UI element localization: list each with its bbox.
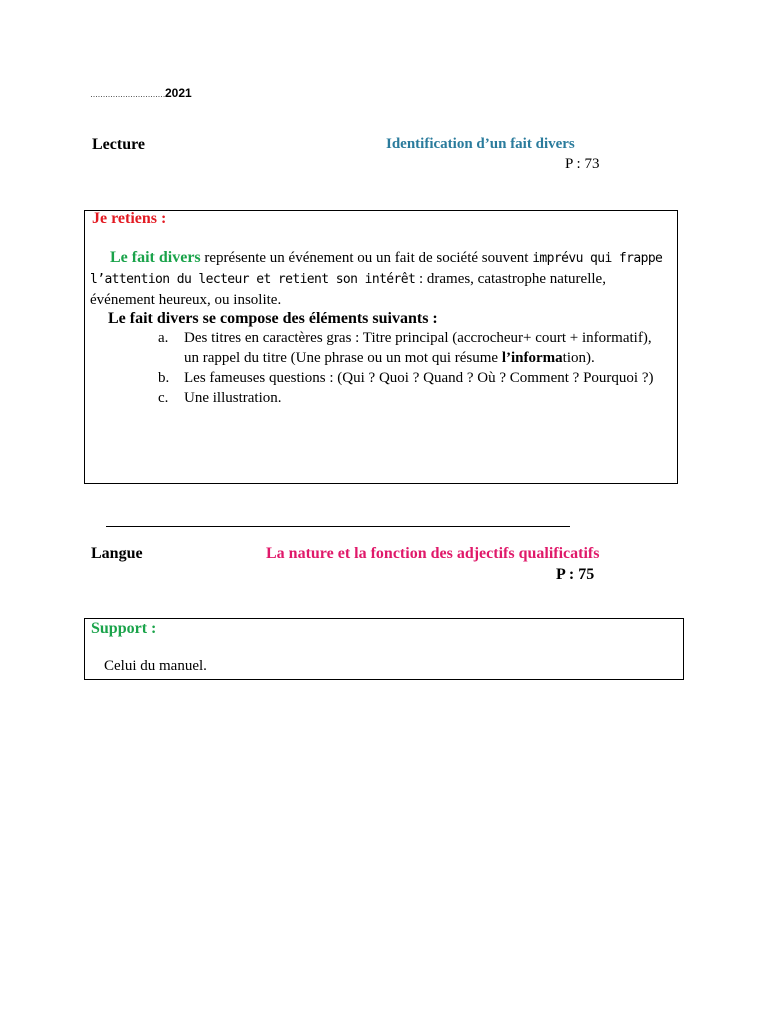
elements-list	[158, 328, 668, 408]
definition-lead: Le fait divers	[110, 249, 201, 266]
definition-text-2: : drames, catastrophe naturelle, événement heureux, ou insolite.	[90, 271, 606, 308]
list-item	[158, 388, 668, 408]
list-item	[158, 368, 668, 388]
definition-paragraph	[90, 248, 665, 310]
date-line	[90, 86, 192, 100]
list-item-bold: l’informa	[501, 350, 563, 366]
list-item	[158, 328, 668, 368]
list-item-text: Des titres en caractères gras : Titre principal (accrocheur+ court + informatif), un rappel du titre (Une phrase ou un mot qui résume	[184, 330, 652, 366]
list-item-text-end: tion).	[562, 350, 595, 366]
support-text: Celui du manuel.	[104, 658, 207, 674]
definition-text-1: représente un événement ou un fait de société souvent	[200, 250, 533, 266]
lecture-title: Identification d’un fait divers	[386, 136, 575, 152]
compose-line: Le fait divers se compose des éléments suivants :	[108, 310, 438, 327]
list-item-text: Les fameuses questions : (Qui ? Quoi ? Quand ? Où ? Comment ? Pourquoi ?)	[184, 370, 654, 386]
lecture-label: Lecture	[92, 136, 146, 153]
langue-page-ref: P : 75	[556, 566, 595, 583]
list-marker: a.	[158, 330, 169, 346]
definition-emphasis: imprévu qui frappe l’attention du lecteur et retient son intérêt	[90, 251, 663, 287]
list-item-text: Une illustration.	[184, 390, 282, 406]
list-marker: c.	[158, 390, 169, 406]
langue-title: La nature et la fonction des adjectifs qualificatifs	[266, 545, 600, 562]
je-retiens-heading: Je retiens :	[92, 210, 167, 227]
support-heading: Support :	[91, 620, 157, 637]
date-dots: …………………………	[90, 90, 165, 99]
lecture-page-ref: P : 73	[565, 156, 600, 172]
date-year: 2021	[165, 86, 192, 100]
list-marker: b.	[158, 370, 170, 386]
langue-label: Langue	[91, 545, 143, 562]
section-divider	[106, 526, 570, 527]
